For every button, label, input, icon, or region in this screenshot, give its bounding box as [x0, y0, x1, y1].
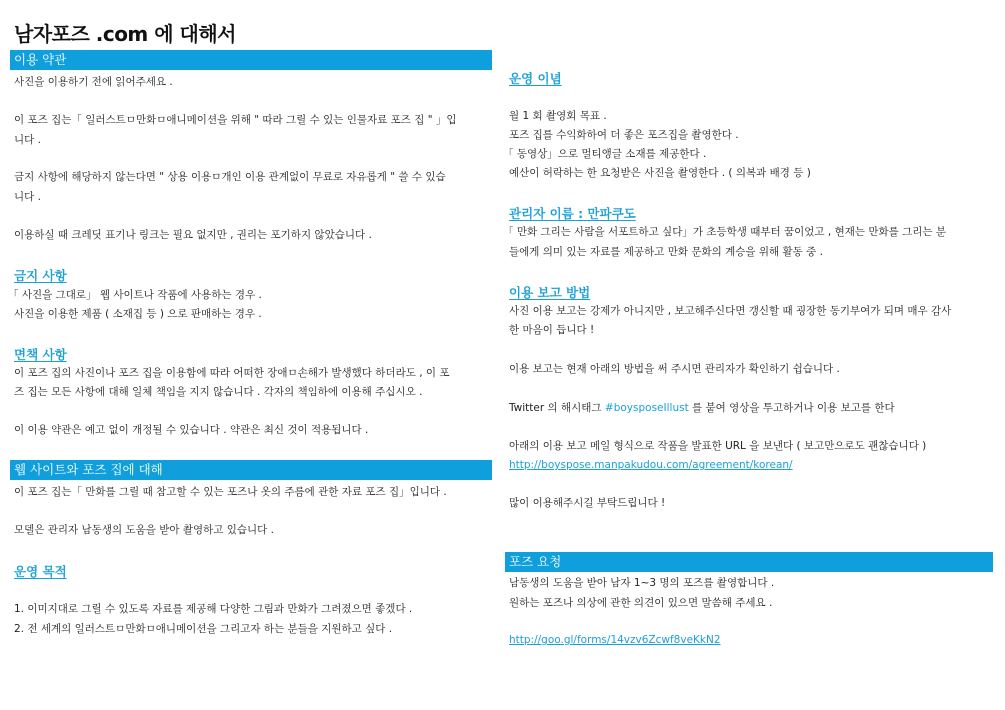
philosophy-item: 월 1 회 촬영회 목표 .	[509, 110, 607, 122]
request-section-bar: 포즈 요청	[505, 552, 993, 572]
prohibited-item: 사진을 이용한 제품 ( 소재집 등 ) 으로 판매하는 경우 .	[14, 308, 262, 320]
philosophy-item: 포즈 집를 수익화하여 더 좋은 포즈집을 촬영한다 .	[509, 129, 739, 141]
report-twitter-pre: Twitter 의 해시태그	[509, 402, 605, 414]
report-url-link[interactable]: http://boyspose.manpakudou.com/agreement/korean/	[509, 459, 793, 471]
report-paragraph: 한 마음이 듭니다 !	[509, 324, 595, 336]
terms-intro: 사진을 이용하기 전에 읽어주세요 .	[14, 76, 173, 88]
terms-paragraph: 니다 .	[14, 191, 41, 203]
prohibited-item: 「 사진을 그대로」 웹 사이트나 작품에 사용하는 경우 .	[8, 289, 262, 301]
philosophy-item: 예산이 허락하는 한 요청받은 사진을 촬영한다 . ( 의복과 배경 등 )	[509, 167, 811, 179]
hashtag-link[interactable]: #boysposeIllust	[604, 402, 689, 414]
disclaimer-paragraph: 이 이용 약관은 예고 없이 개정될 수 있습니다 . 약관은 최신 것이 적용됩니다 .	[14, 424, 369, 436]
terms-paragraph: 니다 .	[14, 134, 41, 146]
request-paragraph: 원하는 포즈나 의상에 관한 의견이 있으면 말씀해 주세요 .	[509, 597, 773, 609]
report-heading: 이용 보고 방법	[509, 285, 591, 300]
request-form-link[interactable]: http://goo.gl/forms/14vzv6Zcwf8veKkN2	[509, 634, 721, 646]
terms-paragraph: 이 포즈 집는「 일러스트ㅁ만화ㅁ애니메이션을 위해 " 따라 그릴 수 있는 인물자료 포즈 집 " 」입	[14, 114, 457, 126]
terms-paragraph: 이용하실 때 크레딧 표기나 링크는 필요 없지만 , 권리는 포기하지 않았습니다 .	[14, 229, 372, 241]
disclaimer-paragraph: 즈 집는 모든 사항에 대해 일체 책임을 지지 않습니다 . 각자의 책임하에 이용해 주십시오 .	[14, 386, 423, 398]
report-paragraph: 이용 보고는 현재 아래의 방법을 써 주시면 관리자가 확인하기 쉽습니다 .	[509, 363, 840, 375]
about-section-bar: 웹 사이트와 포즈 집에 대해	[10, 460, 492, 480]
purpose-item: 1. 이미지대로 그릴 수 있도록 자료를 제공해 다양한 그림과 만화가 그려졌으면 좋겠다 .	[14, 603, 413, 615]
purpose-heading: 운영 목적	[14, 564, 67, 579]
admin-paragraph: 「 만화 그리는 사람을 서포트하고 싶다」가 초등학생 때부터 꿈이었고 , 현재는 만화를 그리는 분	[503, 226, 947, 238]
terms-paragraph: 금지 사항에 해당하지 않는다면 " 상용 이용ㅁ개인 이용 관계없이 무료로 자유롭게 " 쓸 수 있습	[14, 171, 446, 183]
admin-heading: 관리자 이름 : 만파쿠도	[509, 206, 636, 221]
disclaimer-paragraph: 이 포즈 집의 사진이나 포즈 집을 이용함에 따라 어떠한 장애ㅁ손해가 발생했다 하더라도 , 이 포	[14, 367, 450, 379]
philosophy-item: 「 동영상」으로 멀티앵글 소재를 제공한다 .	[503, 148, 707, 160]
admin-paragraph: 들에게 의미 있는 자료를 제공하고 만화 문화의 계승을 위해 활동 중 .	[509, 246, 823, 258]
request-paragraph: 남동생의 도움을 받아 남자 1~3 명의 포즈를 촬영합니다 .	[509, 577, 775, 589]
report-twitter-line	[509, 398, 895, 418]
report-closing: 많이 이용해주시길 부탁드립니다 !	[509, 497, 666, 509]
report-paragraph: 아래의 이용 보고 메일 형식으로 작품을 발표한 URL 을 보낸다 ( 보고만으로도 괜찮습니다 )	[509, 440, 927, 452]
purpose-item: 2. 전 세계의 일러스트ㅁ만화ㅁ애니메이션을 그리고자 하는 분들을 지원하고 싶다 .	[14, 623, 393, 635]
prohibited-heading: 금지 사항	[14, 268, 67, 283]
about-paragraph: 이 포즈 집는「 만화를 그릴 때 참고할 수 있는 포즈나 옷의 주름에 관한 자료 포즈 집」입니다 .	[14, 486, 447, 498]
page-title: 남자포즈 .com 에 대해서	[14, 22, 236, 46]
terms-section-bar: 이용 약관	[10, 50, 492, 70]
report-paragraph: 사진 이용 보고는 강제가 아니지만 , 보고해주신다면 갱신할 때 굉장한 동기부여가 되며 매우 감사	[509, 305, 952, 317]
disclaimer-heading: 면책 사항	[14, 347, 67, 362]
report-twitter-post: 를 붙여 영상을 투고하거나 이용 보고를 한다	[688, 402, 895, 414]
about-paragraph: 모델은 관리자 남동생의 도움을 받아 촬영하고 있습니다 .	[14, 524, 274, 536]
philosophy-heading: 운영 이념	[509, 71, 562, 86]
